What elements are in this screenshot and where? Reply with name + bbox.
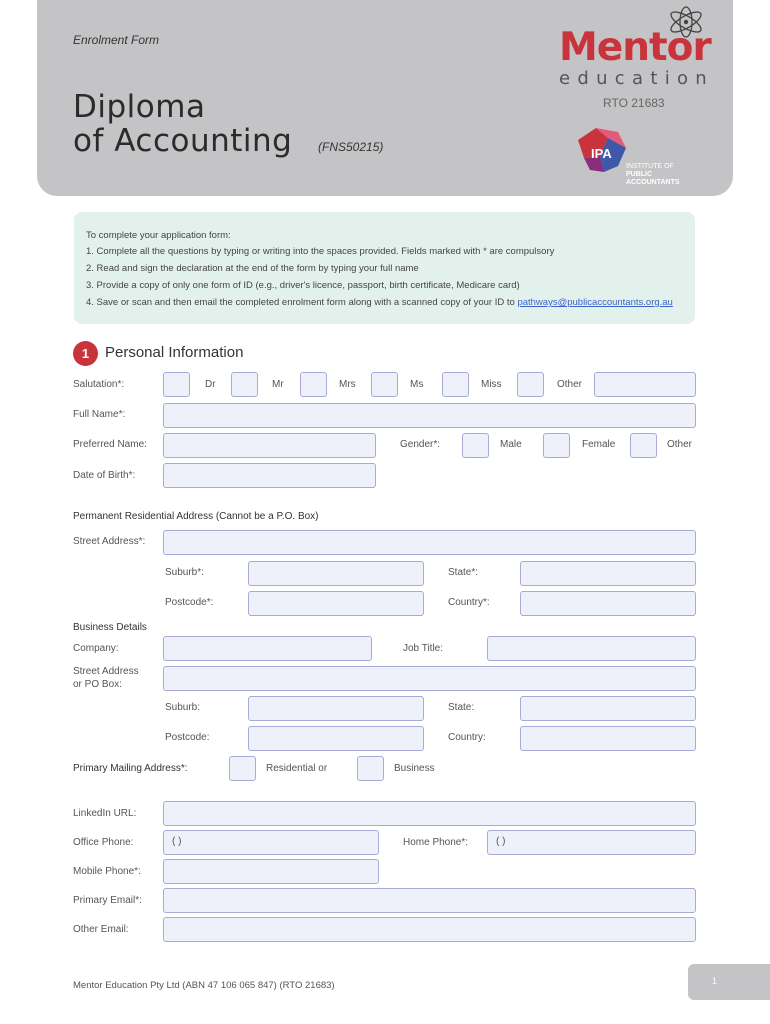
salutation-mrs-label: Mrs	[339, 379, 356, 390]
office-phone-area-code: ( )	[172, 836, 182, 847]
linkedin-label: LinkedIn URL:	[73, 808, 137, 819]
primary-email-input[interactable]	[163, 888, 696, 913]
business-state-label: State:	[448, 702, 475, 713]
residential-country-label: Country*:	[448, 597, 490, 608]
gender-male-label: Male	[500, 439, 522, 450]
footer-text: Mentor Education Pty Ltd (ABN 47 106 065 847) (RTO 21683)	[73, 980, 335, 991]
business-country-input[interactable]	[520, 726, 696, 751]
job-title-label: Job Title:	[403, 643, 444, 654]
brand-logo-text: Mentor	[559, 25, 711, 70]
rto-number: RTO 21683	[603, 96, 665, 110]
email-link[interactable]: pathways@publicaccountants.org.au	[517, 297, 673, 308]
residential-street-label: Street Address*:	[73, 536, 146, 547]
job-title-input[interactable]	[487, 636, 696, 661]
office-phone-label: Office Phone:	[73, 837, 134, 848]
mobile-phone-input[interactable]	[163, 859, 379, 884]
home-phone-label: Home Phone*:	[403, 837, 469, 848]
salutation-other-label: Other	[557, 379, 583, 390]
mailing-business-checkbox[interactable]	[357, 756, 384, 781]
mailing-residential-label: Residential or	[266, 763, 328, 774]
salutation-miss-checkbox[interactable]	[442, 372, 469, 397]
instruction-step-3: 3. Provide a copy of only one form of ID (e.g., driver's licence, passport, birth certificate, Medicare card)	[86, 280, 520, 291]
business-postcode-input[interactable]	[248, 726, 424, 751]
title-line-1: Diploma	[73, 89, 206, 125]
salutation-dr-label: Dr	[205, 379, 216, 390]
section-number: 1	[73, 341, 98, 366]
page-number-tab	[688, 964, 770, 1000]
residential-heading: Permanent Residential Address (Cannot be a P.O. Box)	[73, 511, 319, 522]
other-email-input[interactable]	[163, 917, 696, 942]
gender-label: Gender*:	[400, 439, 441, 450]
residential-suburb-input[interactable]	[248, 561, 424, 586]
gender-female-checkbox[interactable]	[543, 433, 570, 458]
instructions-box	[74, 212, 695, 324]
gender-female-label: Female	[582, 439, 616, 450]
home-phone-area-code: ( )	[496, 836, 506, 847]
primary-email-label: Primary Email*:	[73, 895, 142, 906]
salutation-label: Salutation*:	[73, 379, 125, 390]
mailing-label: Primary Mailing Address*:	[73, 763, 188, 774]
instruction-step-4-text: 4. Save or scan and then email the completed enrolment form along with a scanned copy of your ID to	[86, 297, 515, 308]
gender-other-checkbox[interactable]	[630, 433, 657, 458]
business-street-label-line-1: Street Address	[73, 666, 139, 677]
preferred-name-input[interactable]	[163, 433, 376, 458]
residential-postcode-label: Postcode*:	[165, 597, 214, 608]
business-country-label: Country:	[448, 732, 486, 743]
salutation-mr-label: Mr	[272, 379, 284, 390]
section-title: Personal Information	[105, 344, 244, 361]
brand-subtitle: education	[559, 68, 715, 89]
mobile-phone-label: Mobile Phone*:	[73, 866, 141, 877]
salutation-dr-checkbox[interactable]	[163, 372, 190, 397]
salutation-other-input[interactable]	[594, 372, 696, 397]
business-postcode-label: Postcode:	[165, 732, 210, 743]
instruction-step-2: 2. Read and sign the declaration at the end of the form by typing your full name	[86, 263, 419, 274]
preferred-name-label: Preferred Name:	[73, 439, 147, 450]
other-email-label: Other Email:	[73, 924, 129, 935]
business-suburb-label: Suburb:	[165, 702, 201, 713]
ipa-name	[626, 163, 706, 187]
business-street-label	[73, 665, 139, 691]
residential-postcode-input[interactable]	[248, 591, 424, 616]
salutation-ms-checkbox[interactable]	[371, 372, 398, 397]
residential-state-label: State*:	[448, 567, 479, 578]
dob-input[interactable]	[163, 463, 376, 488]
instructions-heading: To complete your application form:	[86, 230, 231, 241]
salutation-other-checkbox[interactable]	[517, 372, 544, 397]
business-state-input[interactable]	[520, 696, 696, 721]
company-label: Company:	[73, 643, 119, 654]
ipa-name-line-1: INSTITUTE OF	[626, 163, 674, 170]
ipa-name-line-2: PUBLIC	[626, 171, 653, 178]
residential-street-input[interactable]	[163, 530, 696, 555]
linkedin-input[interactable]	[163, 801, 696, 826]
mailing-residential-checkbox[interactable]	[229, 756, 256, 781]
title-line-2: of Accounting	[73, 123, 293, 159]
business-heading: Business Details	[73, 622, 147, 633]
gender-other-label: Other	[667, 439, 693, 450]
business-street-label-line-2: or PO Box:	[73, 679, 122, 690]
salutation-ms-label: Ms	[410, 379, 424, 390]
page-number: 1	[712, 976, 718, 986]
residential-state-input[interactable]	[520, 561, 696, 586]
residential-suburb-label: Suburb*:	[165, 567, 204, 578]
ipa-badge: IPA	[591, 146, 612, 161]
company-input[interactable]	[163, 636, 372, 661]
full-name-label: Full Name*:	[73, 409, 126, 420]
instruction-step-4	[86, 297, 673, 308]
form-type: Enrolment Form	[73, 33, 160, 47]
residential-country-input[interactable]	[520, 591, 696, 616]
dob-label: Date of Birth*:	[73, 470, 136, 481]
home-phone-input[interactable]	[487, 830, 696, 855]
office-phone-input[interactable]	[163, 830, 379, 855]
salutation-miss-label: Miss	[481, 379, 502, 390]
ipa-name-line-3: ACCOUNTANTS	[626, 179, 680, 186]
full-name-input[interactable]	[163, 403, 696, 428]
course-code: (FNS50215)	[318, 140, 384, 154]
page-title	[73, 90, 292, 158]
instruction-step-1: 1. Complete all the questions by typing or writing into the spaces provided. Fields marked with * are compulsory	[86, 246, 555, 257]
business-suburb-input[interactable]	[248, 696, 424, 721]
salutation-mr-checkbox[interactable]	[231, 372, 258, 397]
salutation-mrs-checkbox[interactable]	[300, 372, 327, 397]
business-street-input[interactable]	[163, 666, 696, 691]
gender-male-checkbox[interactable]	[462, 433, 489, 458]
mailing-business-label: Business	[394, 763, 435, 774]
